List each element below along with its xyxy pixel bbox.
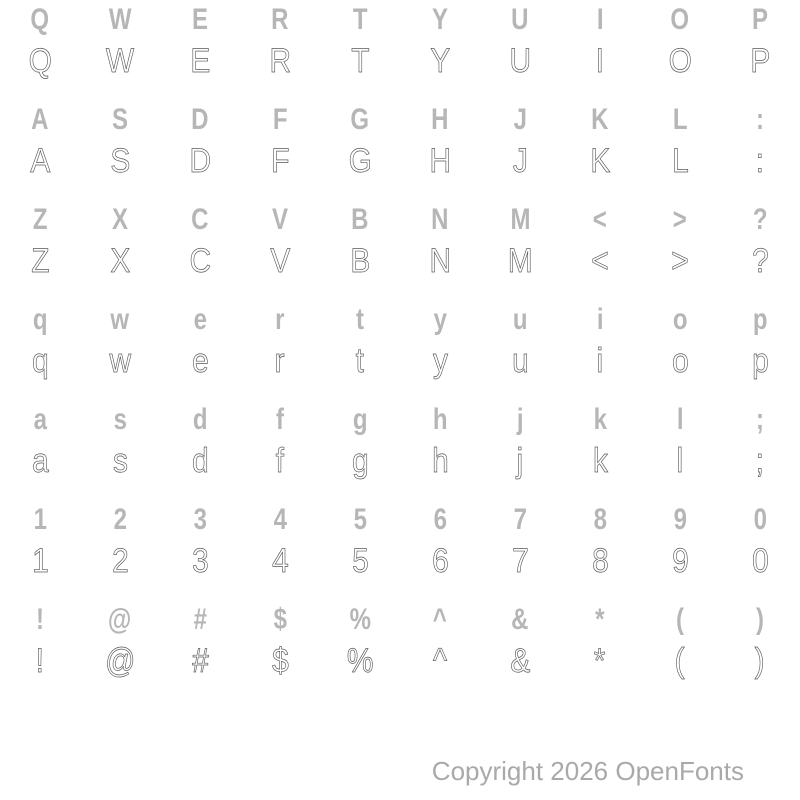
glyph-cell [560, 341, 640, 381]
glyph-cell [80, 100, 160, 140]
specimen-glyph: Q [28, 42, 52, 80]
glyph-cell [720, 300, 800, 340]
specimen-glyph: ; [755, 442, 765, 480]
char-row-thin-6 [0, 641, 800, 681]
glyph-cell [640, 641, 720, 681]
reference-glyph: # [193, 603, 207, 636]
glyph-cell [400, 500, 480, 540]
glyph-cell [240, 0, 320, 40]
reference-glyph: h [432, 403, 448, 436]
reference-glyph: Z [32, 203, 48, 236]
reference-glyph: < [592, 203, 608, 236]
specimen-glyph: V [270, 242, 290, 280]
specimen-glyph: L [671, 142, 689, 180]
reference-glyph: 9 [673, 503, 687, 536]
reference-glyph: H [431, 103, 449, 136]
glyph-cell [320, 500, 400, 540]
reference-glyph: @ [108, 603, 132, 636]
char-row-gray-6 [0, 600, 800, 640]
reference-glyph: P [751, 3, 768, 36]
glyph-cell [720, 241, 800, 281]
glyph-cell [720, 341, 800, 381]
glyph-cell [80, 241, 160, 281]
glyph-cell [400, 441, 480, 481]
reference-glyph: K [591, 103, 609, 136]
reference-glyph: 5 [353, 503, 367, 536]
specimen-glyph: d [191, 442, 209, 480]
reference-glyph: & [511, 603, 529, 636]
copyright-text: Copyright 2026 OpenFonts [431, 756, 744, 786]
specimen-glyph: K [590, 142, 610, 180]
char-row-thin-0 [0, 41, 800, 81]
glyph-cell [720, 100, 800, 140]
glyph-cell [560, 300, 640, 340]
glyph-cell [480, 100, 560, 140]
glyph-cell [0, 200, 80, 240]
reference-glyph: Q [30, 3, 50, 36]
glyph-cell [0, 500, 80, 540]
glyph-cell [400, 341, 480, 381]
char-row-gray-3 [0, 300, 800, 340]
reference-glyph: T [352, 3, 368, 36]
reference-glyph: R [271, 3, 289, 36]
specimen-glyph: j [516, 442, 524, 480]
glyph-cell [0, 341, 80, 381]
specimen-glyph: r [275, 342, 285, 380]
specimen-glyph: I [595, 42, 605, 80]
glyph-cell [160, 241, 240, 281]
specimen-glyph: 4 [271, 542, 289, 580]
reference-glyph: 0 [753, 503, 767, 536]
specimen-glyph: l [676, 442, 684, 480]
specimen-glyph: H [429, 142, 451, 180]
glyph-cell [400, 400, 480, 440]
specimen-glyph: 6 [431, 542, 449, 580]
specimen-glyph: @ [104, 642, 136, 680]
glyph-cell [640, 200, 720, 240]
glyph-cell [400, 100, 480, 140]
specimen-glyph: 1 [31, 542, 49, 580]
reference-glyph: W [108, 3, 132, 36]
glyph-cell [560, 200, 640, 240]
glyph-cell [560, 100, 640, 140]
reference-glyph: ( [676, 603, 684, 636]
specimen-glyph: f [275, 442, 285, 480]
glyph-cell [80, 641, 160, 681]
glyph-cell [240, 241, 320, 281]
glyph-cell [720, 641, 800, 681]
reference-glyph: i [596, 303, 604, 336]
char-row-gray-5 [0, 500, 800, 540]
reference-glyph: y [433, 303, 447, 336]
specimen-glyph: < [591, 242, 609, 280]
specimen-glyph: : [755, 142, 765, 180]
glyph-cell [160, 300, 240, 340]
glyph-cell [720, 441, 800, 481]
specimen-glyph: G [348, 142, 372, 180]
reference-glyph: ; [756, 403, 764, 436]
glyph-cell [560, 41, 640, 81]
glyph-cell [480, 341, 560, 381]
reference-glyph: % [349, 603, 371, 636]
glyph-cell [160, 400, 240, 440]
glyph-cell [720, 141, 800, 181]
glyph-cell [320, 241, 400, 281]
specimen-glyph: k [592, 442, 608, 480]
specimen-glyph: P [750, 42, 770, 80]
glyph-cell [560, 541, 640, 581]
glyph-cell [560, 600, 640, 640]
glyph-cell [480, 0, 560, 40]
glyph-cell [320, 441, 400, 481]
specimen-glyph: F [270, 142, 290, 180]
char-row-gray-1 [0, 100, 800, 140]
glyph-cell [160, 341, 240, 381]
glyph-cell [720, 541, 800, 581]
glyph-cell [160, 441, 240, 481]
glyph-cell [240, 300, 320, 340]
specimen-glyph: Z [30, 242, 50, 280]
glyph-cell [240, 441, 320, 481]
glyph-cell [0, 0, 80, 40]
specimen-glyph: Y [430, 42, 450, 80]
glyph-cell [400, 0, 480, 40]
glyph-cell [480, 641, 560, 681]
char-row-gray-0 [0, 0, 800, 40]
reference-glyph: p [752, 303, 768, 336]
glyph-cell [0, 100, 80, 140]
glyph-cell [80, 441, 160, 481]
glyph-cell [640, 141, 720, 181]
specimen-glyph: A [30, 142, 50, 180]
specimen-glyph: 8 [591, 542, 609, 580]
specimen-glyph: w [109, 342, 131, 380]
specimen-glyph: u [511, 342, 529, 380]
glyph-cell [480, 141, 560, 181]
reference-glyph: a [33, 403, 47, 436]
glyph-cell [80, 141, 160, 181]
reference-glyph: $ [273, 603, 287, 636]
specimen-glyph: ( [675, 642, 685, 680]
reference-glyph: S [111, 103, 128, 136]
specimen-glyph: 2 [111, 542, 129, 580]
specimen-glyph: p [751, 342, 769, 380]
glyph-cell [720, 200, 800, 240]
glyph-cell [0, 641, 80, 681]
glyph-cell [240, 400, 320, 440]
specimen-glyph: y [432, 342, 448, 380]
glyph-cell [480, 200, 560, 240]
glyph-cell [240, 500, 320, 540]
glyph-cell [160, 641, 240, 681]
glyph-cell [0, 41, 80, 81]
glyph-cell [480, 400, 560, 440]
char-row-thin-4 [0, 441, 800, 481]
glyph-cell [80, 41, 160, 81]
glyph-cell [400, 641, 480, 681]
specimen-glyph: a [31, 442, 49, 480]
glyph-cell [720, 500, 800, 540]
specimen-glyph: 7 [511, 542, 529, 580]
glyph-cell [80, 400, 160, 440]
specimen-glyph: * [594, 642, 606, 680]
specimen-glyph: O [668, 42, 692, 80]
reference-glyph: C [191, 203, 209, 236]
reference-glyph: U [511, 3, 529, 36]
specimen-glyph: W [105, 42, 135, 80]
glyph-cell [320, 300, 400, 340]
glyph-cell [480, 541, 560, 581]
glyph-cell [240, 600, 320, 640]
specimen-glyph: q [31, 342, 49, 380]
reference-glyph: ! [36, 603, 44, 636]
specimen-glyph: % [346, 642, 374, 680]
glyph-cell [480, 441, 560, 481]
specimen-glyph: T [350, 42, 370, 80]
glyph-cell [160, 500, 240, 540]
glyph-cell [480, 600, 560, 640]
glyph-cell [640, 241, 720, 281]
char-row-gray-4 [0, 400, 800, 440]
reference-glyph: j [516, 403, 524, 436]
glyph-cell [0, 600, 80, 640]
specimen-glyph: > [671, 242, 689, 280]
specimen-glyph: # [191, 642, 209, 680]
glyph-cell [240, 541, 320, 581]
glyph-cell [0, 241, 80, 281]
glyph-cell [480, 500, 560, 540]
glyph-cell [720, 600, 800, 640]
specimen-glyph: & [510, 642, 530, 680]
reference-glyph: Y [431, 3, 448, 36]
reference-glyph: M [510, 203, 530, 236]
glyph-cell [400, 141, 480, 181]
glyph-cell [0, 541, 80, 581]
reference-glyph: 7 [513, 503, 527, 536]
glyph-cell [160, 0, 240, 40]
glyph-cell [320, 141, 400, 181]
glyph-cell [160, 541, 240, 581]
glyph-cell [320, 200, 400, 240]
reference-glyph: D [191, 103, 209, 136]
reference-glyph: G [350, 103, 370, 136]
glyph-cell [0, 300, 80, 340]
reference-glyph: 1 [33, 503, 47, 536]
glyph-cell [80, 600, 160, 640]
specimen-glyph: R [269, 42, 291, 80]
specimen-glyph: i [596, 342, 604, 380]
specimen-glyph: J [512, 142, 528, 180]
specimen-glyph: g [351, 442, 369, 480]
glyph-cell [400, 200, 480, 240]
glyph-cell [160, 200, 240, 240]
specimen-glyph: $ [271, 642, 289, 680]
specimen-glyph: e [191, 342, 209, 380]
specimen-glyph: t [355, 342, 365, 380]
reference-glyph: X [111, 203, 128, 236]
glyph-cell [80, 341, 160, 381]
char-row-gray-2 [0, 200, 800, 240]
reference-glyph: 2 [113, 503, 127, 536]
reference-glyph: k [593, 403, 607, 436]
specimen-glyph: ^ [432, 642, 448, 680]
reference-glyph: > [672, 203, 688, 236]
reference-glyph: A [31, 103, 49, 136]
glyph-cell [720, 400, 800, 440]
reference-glyph: F [272, 103, 288, 136]
glyph-cell [480, 241, 560, 281]
glyph-cell [720, 0, 800, 40]
specimen-glyph: 0 [751, 542, 769, 580]
glyph-cell [160, 600, 240, 640]
reference-glyph: E [191, 3, 208, 36]
glyph-cell [640, 341, 720, 381]
glyph-cell [320, 641, 400, 681]
glyph-cell [640, 100, 720, 140]
glyph-cell [560, 641, 640, 681]
reference-glyph: r [275, 303, 285, 336]
glyph-cell [560, 400, 640, 440]
glyph-cell [400, 541, 480, 581]
reference-glyph: L [672, 103, 688, 136]
glyph-cell [80, 200, 160, 240]
reference-glyph: N [431, 203, 449, 236]
glyph-cell [80, 500, 160, 540]
glyph-cell [640, 300, 720, 340]
char-row-thin-3 [0, 341, 800, 381]
glyph-cell [720, 41, 800, 81]
reference-glyph: O [670, 3, 690, 36]
reference-glyph: 4 [273, 503, 287, 536]
reference-glyph: 6 [433, 503, 447, 536]
reference-glyph: l [676, 403, 684, 436]
specimen-glyph: B [350, 242, 370, 280]
specimen-glyph: X [110, 242, 130, 280]
specimen-glyph: ) [755, 642, 765, 680]
glyph-cell [240, 200, 320, 240]
glyph-cell [640, 500, 720, 540]
specimen-glyph: D [189, 142, 211, 180]
glyph-cell [80, 541, 160, 581]
glyph-cell [320, 600, 400, 640]
glyph-cell [560, 0, 640, 40]
glyph-cell [80, 300, 160, 340]
reference-glyph: * [595, 603, 605, 636]
char-row-thin-5 [0, 541, 800, 581]
glyph-cell [640, 541, 720, 581]
glyph-cell [320, 541, 400, 581]
reference-glyph: q [32, 303, 48, 336]
specimen-glyph: 5 [351, 542, 369, 580]
glyph-cell [640, 600, 720, 640]
glyph-cell [560, 241, 640, 281]
specimen-glyph: s [112, 442, 128, 480]
glyph-cell [480, 41, 560, 81]
reference-glyph: f [276, 403, 284, 436]
specimen-glyph: E [190, 42, 210, 80]
reference-glyph: V [271, 203, 288, 236]
glyph-cell [160, 41, 240, 81]
specimen-glyph: ! [35, 642, 45, 680]
glyph-cell [640, 400, 720, 440]
glyph-cell [240, 141, 320, 181]
reference-glyph: e [193, 303, 207, 336]
specimen-glyph: 9 [671, 542, 689, 580]
reference-glyph: ) [756, 603, 764, 636]
specimen-glyph: h [431, 442, 449, 480]
glyph-cell [0, 400, 80, 440]
glyph-cell [160, 100, 240, 140]
glyph-cell [560, 500, 640, 540]
glyph-cell [240, 341, 320, 381]
glyph-cell [240, 41, 320, 81]
reference-glyph: d [192, 403, 208, 436]
specimen-glyph: M [507, 242, 533, 280]
reference-glyph: I [596, 3, 604, 36]
reference-glyph: s [113, 403, 127, 436]
glyph-cell [320, 400, 400, 440]
glyph-cell [400, 600, 480, 640]
glyph-cell [80, 0, 160, 40]
reference-glyph: B [351, 203, 369, 236]
specimen-glyph: U [509, 42, 531, 80]
glyph-cell [0, 141, 80, 181]
glyph-cell [560, 141, 640, 181]
glyph-cell [400, 241, 480, 281]
reference-glyph: g [352, 403, 368, 436]
glyph-cell [640, 41, 720, 81]
specimen-glyph: 3 [191, 542, 209, 580]
specimen-glyph: ? [751, 242, 769, 280]
specimen-glyph: o [671, 342, 689, 380]
reference-glyph: : [756, 103, 764, 136]
glyph-cell [320, 0, 400, 40]
reference-glyph: 3 [193, 503, 207, 536]
specimen-glyph: N [429, 242, 451, 280]
reference-glyph: J [513, 103, 527, 136]
glyph-cell [320, 341, 400, 381]
reference-glyph: ? [752, 203, 768, 236]
char-row-thin-1 [0, 141, 800, 181]
reference-glyph: ^ [432, 603, 448, 636]
glyph-cell [400, 300, 480, 340]
glyph-cell [640, 441, 720, 481]
reference-glyph: t [356, 303, 364, 336]
glyph-cell [400, 41, 480, 81]
glyph-cell [320, 41, 400, 81]
glyph-cell [640, 0, 720, 40]
reference-glyph: u [512, 303, 528, 336]
reference-glyph: w [110, 303, 130, 336]
glyph-cell [240, 641, 320, 681]
glyph-cell [160, 141, 240, 181]
specimen-glyph: C [189, 242, 211, 280]
glyph-cell [0, 441, 80, 481]
glyph-cell [240, 100, 320, 140]
glyph-cell [480, 300, 560, 340]
glyph-cell [560, 441, 640, 481]
glyph-cell [320, 100, 400, 140]
char-row-thin-2 [0, 241, 800, 281]
reference-glyph: 8 [593, 503, 607, 536]
reference-glyph: o [672, 303, 688, 336]
specimen-glyph: S [110, 142, 130, 180]
